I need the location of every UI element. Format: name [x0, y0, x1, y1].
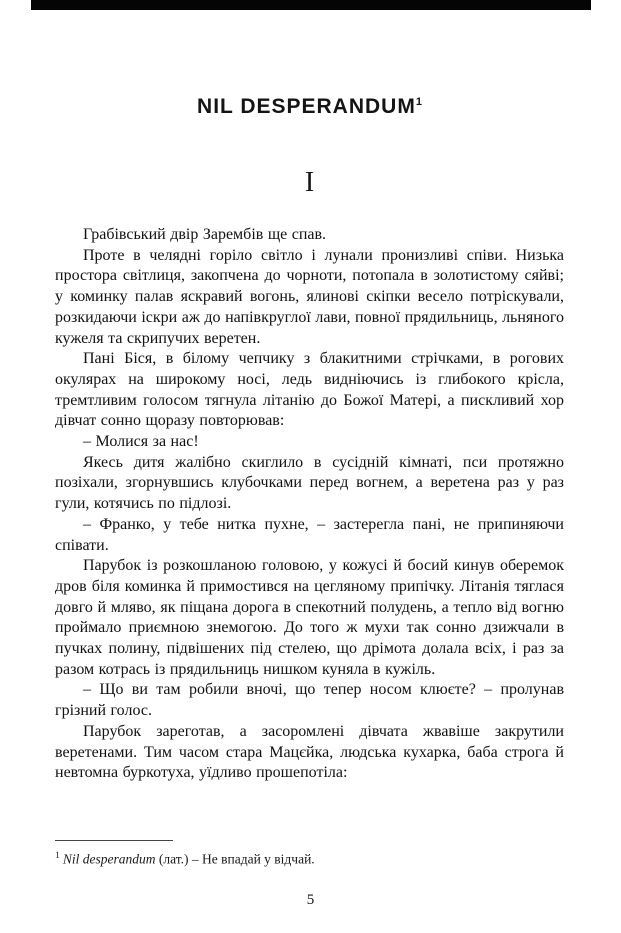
paragraph: – Франко, у тебе нитка пухне, – застерегла пані, не припиняючи співати.	[55, 515, 564, 554]
paragraph: Парубок зареготав, а засоромлені дівчата жвавіше закрутили веретенами. Тим часом стара Мацєйка, людська кухарка, баба строга й невтомна буркотуха, уїдливо прошепотіла:	[55, 722, 564, 782]
footnote-area	[55, 840, 564, 868]
footnote	[55, 847, 564, 868]
paragraph: Грабівський двір Зарембів ще спав.	[83, 226, 327, 243]
paragraph: – Що ви там робили вночі, що тепер носом клюєте? – пролунав грізний голос.	[55, 681, 564, 720]
paragraph: Пані Біся, в білому чепчику з блакитними стрічками, в рогових окулярах на широкому носі, ледь видніючись із глибокого крісла, тремтливим голосом тягнула літанію до Божої Матері, а пискливий хор дівчат сонно щоразу повторював:	[55, 350, 564, 430]
paragraph: Парубок із розкошланою головою, у кожусі й босий кинув оберемок дров біля коминка й примостився на цегляному припічку. Літанія тяглася довго й мляво, як піщана дорога в спекотний полудень, а тепло від вогню проймало приємною знемогою. До того ж мухи так сонно дзижчали в пучках полину, підвішених під стелею, що дрімота долала всіх, і раз за разом котрась із прядильниць нишком куняла в кужіль.	[55, 557, 564, 678]
page-content	[55, 0, 564, 784]
footnote-divider	[55, 840, 173, 841]
body-text	[55, 225, 564, 784]
footnote-latin-term: Nil desperandum	[62, 851, 156, 867]
footnote-marker: 1	[55, 850, 60, 860]
paragraph: Якесь дитя жалібно скиглило в сусідній кімнаті, пси протяжно позіхали, згорнувшись клубочками перед вогнем, а веретена раз у раз гули, котячись по підлозі.	[55, 453, 564, 513]
footnote-text: (лат.) – Не впадай у відчай.	[155, 851, 315, 867]
chapter-title	[55, 95, 564, 119]
paragraph: – Молися за нас!	[83, 433, 199, 451]
section-number-heading: I	[304, 167, 315, 198]
page-number: 5	[306, 892, 315, 908]
chapter-title-text: NIL DESPERANDUM	[197, 95, 416, 118]
paragraph: Проте в челядні горіло світло і лунали пронизливі співи. Низька простора світлиця, закопчена до чорноти, потопала в золотистому сяйві; у коминку палав яскравий вогонь, ялинові скіпки весело потріскували, розкидаючи іскри аж до напівкруглої лави, повної прядильниць, льняного кужеля та скрипучих веретен.	[55, 246, 564, 347]
footnote-reference-marker: 1	[415, 96, 422, 108]
